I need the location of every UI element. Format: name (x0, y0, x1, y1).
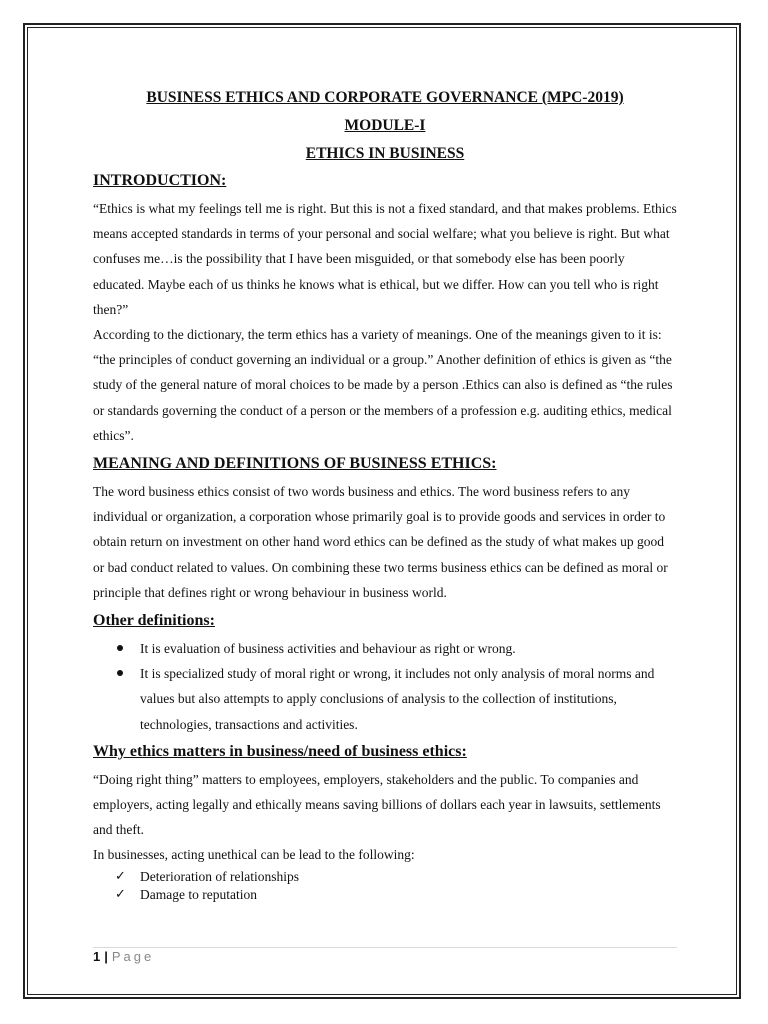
introduction-quote: “Ethics is what my feelings tell me is right. But this is not a fixed standard, and that makes problems. Ethics means accepted standards in terms of your personal and social welfare; what you believe is right. But what confuses me…is the possibility that I have been misguided, or that somebody else has been poorly educated. Maybe each of us thinks he knows what is ethical, but we differ. How can you tell who is right then?” (93, 201, 677, 317)
meaning-paragraph: The word business ethics consist of two words business and ethics. The word business refers to any individual or organization, a corporation whose primarily goal is to provide goods and services in order to obtain return on investment on other hand word ethics can be defined as the study of what makes up good or bad conduct related to values. On combining these two terms business ethics can be defined as moral or principle that defines right or wrong behaviour in business world. (93, 484, 668, 600)
consequences-lead: In businesses, acting unethical can be lead to the following: (93, 847, 415, 863)
meaning-heading: MEANING AND DEFINITIONS OF BUSINESS ETHICS: (93, 455, 497, 473)
page-label: Page (111, 949, 155, 964)
list-item (93, 868, 677, 886)
list-item (93, 886, 677, 904)
why-ethics-matters-paragraph: “Doing right thing” matters to employees, employers, stakeholders and the public. To companies and employers, acting legally and ethically means saving billions of dollars each year in lawsuits, settlements and theft. (93, 771, 661, 838)
introduction-heading: INTRODUCTION: (93, 172, 227, 189)
page-footer (93, 949, 154, 965)
list-item-text: It is evaluation of business activities and behaviour as right or wrong. (140, 641, 516, 657)
why-ethics-matters-heading: Why ethics matters in business/need of business ethics: (93, 742, 467, 760)
definitions-list (93, 636, 677, 737)
list-item-text: Damage to reputation (140, 886, 257, 902)
document-body (93, 88, 677, 904)
list-item-text: Deterioration of relationships (140, 868, 299, 884)
other-definitions-heading: Other definitions: (93, 612, 215, 630)
checkmark-icon: ✓ (115, 868, 126, 884)
introduction-dictionary-paragraph: According to the dictionary, the term ethics has a variety of meanings. One of the meanings given to it is: “the principles of conduct governing an individual or a group.” Another definition of ethics is given as “the study of the general nature of moral choices to be made by a person .Ethics can also is defined as “the rules or standards governing the conduct of a person or the members of a profession e.g. auditing ethics, medical ethics”. (93, 327, 673, 443)
module-title: MODULE-I (344, 117, 426, 134)
chapter-title: ETHICS IN BUSINESS (305, 145, 465, 162)
list-item (93, 636, 677, 661)
list-item (93, 661, 677, 737)
course-title: BUSINESS ETHICS AND CORPORATE GOVERNANCE (MPC-2019) (146, 89, 624, 106)
page-number: 1 (93, 949, 101, 964)
consequences-list (93, 868, 677, 904)
footer-separator: | (104, 949, 108, 964)
bullet-icon (117, 645, 123, 651)
bullet-icon (117, 670, 123, 676)
list-item-text: It is specialized study of moral right or wrong, it includes not only analysis of moral norms and values but also attempts to apply conclusions of analysis to the collection of institutions, technologies, transactions and activities. (140, 666, 655, 732)
checkmark-icon: ✓ (115, 886, 126, 902)
footer-divider (93, 947, 677, 948)
